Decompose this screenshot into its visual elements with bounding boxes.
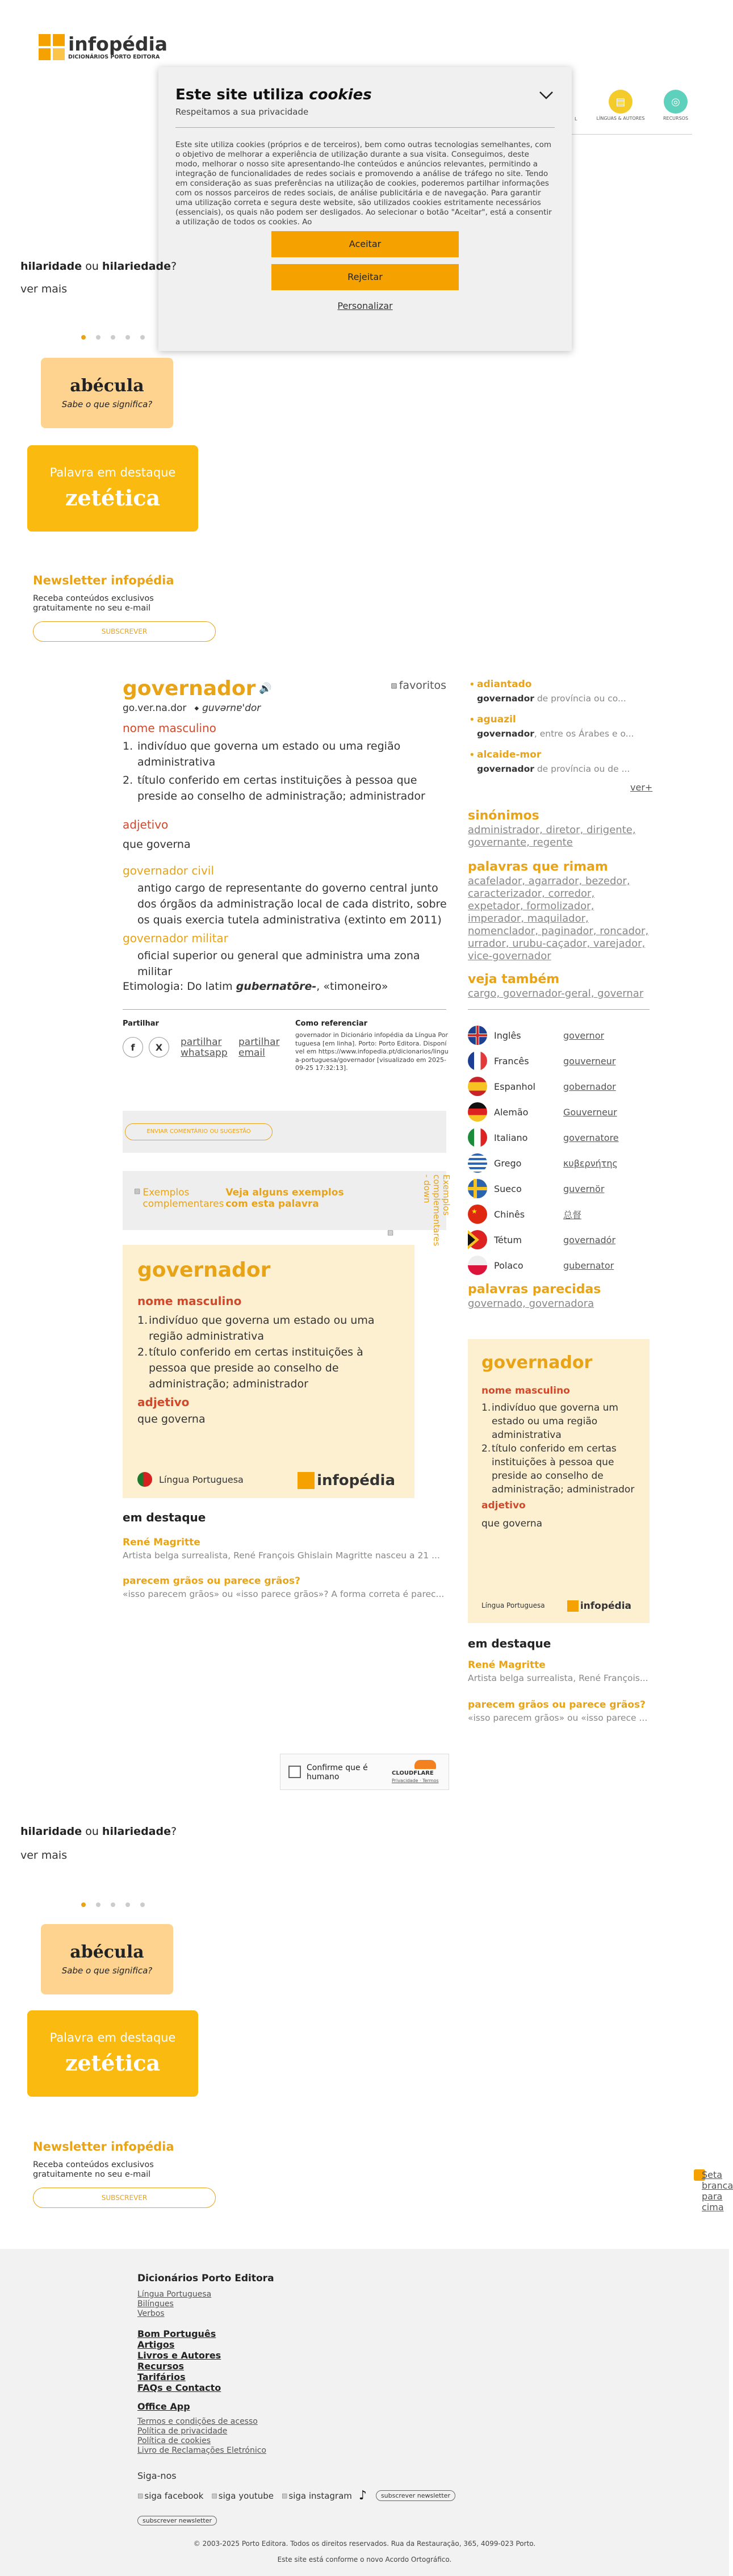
carousel-dot[interactable] <box>111 1902 115 1907</box>
translation-row[interactable]: Inglês governor <box>468 1026 706 1045</box>
logo[interactable] <box>39 34 167 60</box>
side-definition-card: governador nome masculino 1. indivíduo que governa um estado ou uma região administrativa 2. título conferido em certas instituições à pessoa que preside ao conselho de administração; administrador adjetivo que governa Língua Portuguesa infopédia <box>468 1339 650 1623</box>
share-icons <box>123 1036 280 1059</box>
instagram-icon: ▨ <box>281 2492 288 2499</box>
word-highlight-label: Palavra em destaque <box>49 466 176 479</box>
facebook-icon: ▨ <box>137 2492 144 2499</box>
cloudflare-icon <box>414 1760 436 1769</box>
books-icon: ▤ <box>609 90 633 114</box>
newsletter-subscribe-button[interactable]: SUBSCREVER <box>33 621 216 642</box>
cookie-title: Este site utiliza cookies <box>175 86 372 103</box>
nav-item-linguas[interactable] <box>595 90 646 121</box>
see-also-links[interactable]: cargo, governador-geral, governar <box>468 988 644 1000</box>
office-app-link[interactable]: Office App <box>137 2401 190 2412</box>
side-card-adj: que governa <box>481 1518 543 1529</box>
card-brand-icon <box>298 1472 315 1489</box>
follow-label: Siga-nos <box>137 2470 177 2481</box>
expand-icon[interactable]: ▨ <box>387 1228 394 1236</box>
side-card-footer: Língua Portuguesa <box>481 1601 545 1609</box>
entry-phrase-civil-def: antigo cargo de representante do governo central junto dos órgãos da administração local de cada distrito, sobre os quais exercia tutela administrativa (extinto em 2011) <box>137 882 447 926</box>
footer-link[interactable]: Política de privacidade <box>137 2427 228 2436</box>
card-def: título conferido em certas instituições à pessoa que preside ao conselho de administração; administrador <box>149 1346 363 1390</box>
side-card-word: governador <box>481 1353 593 1373</box>
entry-pos-2: adjetivo <box>123 818 169 831</box>
cite-text: governador in Dicionário infopédia da Língua Portuguesa [em linha]. Porto: Porto Editora. Disponível em https://www.infopedia.pt/dicionarios/lingua-portuguesa/governador [visualizado em 2025-09-25 17:32:13]. <box>295 1031 449 1072</box>
youtube-link[interactable]: ▨ siga youtube <box>211 2490 274 2501</box>
subscribe-newsletter-button[interactable]: subscrever newsletter <box>376 2490 455 2501</box>
examples-icon: ▨ <box>134 1187 141 1195</box>
side-highlight-item[interactable] <box>468 1659 655 1683</box>
word-highlight-card-2[interactable] <box>27 2010 198 2097</box>
footer-link[interactable]: FAQs e Contacto <box>137 2382 221 2393</box>
translation-row[interactable]: Alemão Gouverneur <box>468 1102 706 1122</box>
translation-row[interactable]: Espanhol gobernador <box>468 1077 706 1096</box>
carousel-dot[interactable] <box>140 335 145 340</box>
suggest-panel <box>123 1111 446 1153</box>
footer-link[interactable]: Verbos <box>137 2309 165 2318</box>
definition: título conferido em certas instituições à pessoa que preside ao conselho de administração; administrador <box>137 774 425 802</box>
newsletter-box <box>33 574 220 642</box>
nav-item-label: RECURSOS <box>663 116 689 121</box>
entry-phrase-militar: governador militar <box>123 931 228 945</box>
footer-link[interactable]: Tarifários <box>137 2372 186 2382</box>
synonyms-title: sinónimos <box>468 809 539 823</box>
poland-flag-icon <box>468 1256 487 1275</box>
suggest-button[interactable]: ENVIAR COMENTÁRIO OU SUGESTÃO <box>125 1123 273 1140</box>
translation-row[interactable]: ★ Chinês 总督 <box>468 1205 706 1224</box>
italy-flag-icon <box>468 1128 487 1147</box>
abecula-sub: Sabe o que significa? <box>61 399 153 409</box>
related-list <box>469 679 651 774</box>
youtube-icon: ▨ <box>211 2492 217 2499</box>
highlight-text: «isso parecem grãos» ou «isso parece grãos»? A forma correta é parec... <box>123 1589 445 1599</box>
cookie-text: Este site utiliza cookies (próprios e de terceiros), bem como outras tecnologias semelhantes, com o objetivo de melhorar a experiência de utilização durante a sua visita. Conseguimos, deste modo, melhorar o nosso site apresentando-lhe conteúdos e anúncios relevantes, permitindo a integração de funcionalidades de redes sociais e promovendo a análise de tráfego no site. Tendo em consideração as suas preferências na utilização de cookies, poderemos partilhar informações com os nossos parceiros de redes sociais, de análise publicitária e de navegação. Para garantir uma utilização correta e segura deste website, são utilizados cookies estritamente necessários (essenciais), os quais não podem ser desligados. Ao selecionar o botão "Aceitar", está a consentir a utilização de todos os cookies. Ao <box>175 140 552 227</box>
logo-tagline: DICIONÁRIOS PORTO EDITORA <box>68 53 160 60</box>
resources-icon: ◎ <box>664 90 688 114</box>
highlight-title: René Magritte <box>468 1659 546 1671</box>
scroll-top-label: Seta branca para cima <box>702 2169 733 2213</box>
carousel-dot[interactable] <box>96 335 100 340</box>
footer <box>0 2249 729 2576</box>
highlight-title: René Magritte <box>123 1537 200 1548</box>
footer-title: Dicionários Porto Editora <box>137 2273 274 2284</box>
entry-defs-1: 1. indivíduo que governa um estado ou uma região administrativa 2. título conferido em certas instituições à pessoa que preside ao conselho de administração; administrador <box>123 738 446 804</box>
carousel-dot[interactable] <box>81 335 86 340</box>
similar-links[interactable]: governado, governadora <box>468 1298 594 1310</box>
agreement: Este site está conforme o novo Acordo Ortográfico. <box>277 2556 452 2564</box>
newsletter-title: Newsletter infopédia <box>33 574 174 587</box>
whatsapp-share[interactable]: partilhar whatsapp <box>181 1036 228 1059</box>
france-flag-icon <box>468 1051 487 1070</box>
carousel-dot[interactable] <box>81 1902 86 1907</box>
footer-link[interactable]: Artigos <box>137 2339 175 2350</box>
newsletter-title: Newsletter infopédia <box>33 2140 174 2153</box>
carousel-dot[interactable] <box>125 335 130 340</box>
footer-link[interactable]: Língua Portuguesa <box>137 2290 212 2299</box>
personalize-link[interactable]: Personalizar <box>337 300 393 311</box>
related-item[interactable]: • adiantado governador de província ou co... <box>469 679 626 704</box>
carousel-dot[interactable] <box>111 335 115 340</box>
abecula-title: abécula <box>70 376 144 396</box>
social-links <box>137 2489 455 2503</box>
carousel-dots[interactable] <box>81 331 155 342</box>
newsletter-text: Receba conteúdos exclusivos gratuitamente no seu e-mail <box>33 594 154 613</box>
newsletter-box-2 <box>33 2140 220 2208</box>
footer-link[interactable]: Termos e condições de acesso <box>137 2417 258 2426</box>
sweden-flag-icon <box>468 1179 487 1198</box>
card-word: governador <box>137 1258 271 1282</box>
side-card-brand: infopédia <box>580 1600 631 1612</box>
logo-name: infopédia <box>68 32 168 55</box>
carousel-dot[interactable] <box>96 1902 100 1907</box>
side-card-brand-icon <box>567 1600 579 1612</box>
related-item[interactable]: • aguazil governador, entre os Árabes e o... <box>469 714 634 739</box>
definition: indivíduo que governa um estado ou uma região administrativa <box>137 740 401 768</box>
nav-item-recursos[interactable] <box>653 90 698 121</box>
highlights-title: em destaque <box>123 1511 206 1524</box>
carousel-dot[interactable] <box>125 1902 130 1907</box>
share-label: Partilhar <box>123 1019 159 1028</box>
cookie-divider <box>175 127 555 128</box>
carousel-dot[interactable] <box>140 1902 145 1907</box>
translation-row[interactable]: Tétum governadór <box>468 1230 706 1249</box>
footer-link[interactable]: Recursos <box>137 2361 184 2372</box>
footer-group-2 <box>137 2328 221 2393</box>
footer-link[interactable]: Livro de Reclamações Eletrónico <box>137 2446 266 2455</box>
footer-group-1 <box>137 2290 211 2319</box>
card-footer: Língua Portuguesa <box>159 1474 244 1485</box>
teaser-more-link[interactable]: ver mais <box>20 283 68 295</box>
see-also-title: veja também <box>468 972 560 986</box>
word-highlight-label: Palavra em destaque <box>49 2031 176 2044</box>
newsletter-text: Receba conteúdos exclusivos gratuitamente no seu e-mail <box>33 2160 154 2179</box>
portugal-flag-icon <box>137 1472 152 1487</box>
related-item[interactable]: • alcaide-mor governador de província ou de ... <box>469 749 630 774</box>
teaser-more-link-2[interactable]: ver mais <box>20 1849 68 1862</box>
highlight-text: Artista belga surrealista, René François... <box>468 1673 648 1683</box>
translation-row[interactable]: Italiano governatore <box>468 1128 706 1147</box>
nav-partial-label: L <box>575 116 577 122</box>
newsletter-subscribe-button[interactable]: SUBSCREVER <box>33 2188 216 2208</box>
card-pos-1: nome masculino <box>137 1294 242 1308</box>
rhymes-title: palavras que rimam <box>468 860 608 874</box>
footer-group-3 <box>137 2417 266 2456</box>
email-share[interactable]: partilhar email <box>238 1036 280 1059</box>
captcha-links[interactable]: Privacidade · Termos <box>392 1778 439 1783</box>
abecula-card-2[interactable] <box>41 1924 173 1994</box>
abecula-card[interactable] <box>41 358 173 428</box>
sidebar-divider <box>468 1009 650 1010</box>
chevron-down-icon[interactable] <box>538 90 555 101</box>
copyright: © 2003-2025 Porto Editora. Todos os direitos reservados. Rua da Restauração, 365, 4099-023 Porto. <box>193 2540 536 2548</box>
side-card-def: indivíduo que governa um estado ou uma região administrativa <box>492 1402 618 1441</box>
translation-row[interactable]: Francês gouverneur <box>468 1051 706 1070</box>
subscribe-newsletter-button-2[interactable]: subscrever newsletter <box>137 2516 217 2525</box>
instagram-link[interactable]: ▨ siga instagram <box>281 2490 352 2501</box>
highlight-item[interactable] <box>123 1537 446 1561</box>
abecula-title: abécula <box>70 1942 144 1962</box>
abecula-sub: Sabe o que significa? <box>61 1966 153 1976</box>
reject-button[interactable]: Rejeitar <box>271 264 459 290</box>
similar-title: palavras parecidas <box>468 1282 601 1297</box>
favorites-icon: ▨ <box>391 681 397 689</box>
etymology: Etimologia: Do latim gubernatōre-, «timoneiro» <box>123 980 388 993</box>
accept-button[interactable]: Aceitar <box>271 231 459 257</box>
examples-alt: Exemplos complementares <box>143 1187 224 1210</box>
entry-adj: que governa <box>123 838 191 851</box>
word-highlight-card[interactable] <box>27 445 198 532</box>
entry-phrase-militar-def: oficial superior ou general que administra uma zona militar <box>137 950 420 978</box>
captcha-brand: CLOUDFLARE <box>392 1770 434 1776</box>
entry-word: governador <box>123 677 256 700</box>
side-highlight-item[interactable] <box>468 1699 655 1723</box>
examples-panel[interactable] <box>123 1171 451 1247</box>
side-card-def: título conferido em certas instituições à pessoa que preside ao conselho de administração; administrador <box>492 1443 635 1495</box>
footer-link[interactable]: Bilíngues <box>137 2299 174 2309</box>
entry-divider <box>123 1009 446 1010</box>
highlight-text: «isso parecem grãos» ou «isso parece ... <box>468 1713 648 1723</box>
card-adj: que governa <box>137 1413 206 1425</box>
translation-row[interactable]: Polaco gubernator <box>468 1256 706 1275</box>
captcha-label: Confirme que é humano <box>307 1763 368 1782</box>
facebook-link[interactable]: ▨ siga facebook <box>137 2490 204 2501</box>
timor-flag-icon <box>468 1230 487 1249</box>
highlight-text: Artista belga surrealista, René François Ghislain Magritte nasceu a 21 ... <box>123 1550 440 1561</box>
word-highlight-word: zetética <box>65 485 161 511</box>
entry-header <box>123 677 446 714</box>
entry-pos-1: nome masculino <box>123 721 216 735</box>
rhymes-links[interactable]: acafelador, agarrador, bezedor, caracterizador, corredor, expetador, formolizador, imperador, maquilador, nomenclador, paginador, roncador, urrador, urubu-caçador, varejador, vice-governador <box>468 875 649 962</box>
china-flag-icon: ★ <box>468 1205 487 1224</box>
definition-card: governador nome masculino 1. indivíduo que governa um estado ou uma região administrativa 2. título conferido em certas instituições à pessoa que preside ao conselho de administração; administrador adjetivo que governa Língua Portuguesa infopédia <box>123 1245 414 1498</box>
card-def: indivíduo que governa um estado ou uma região administrativa <box>149 1314 375 1343</box>
uk-flag-icon <box>468 1026 487 1045</box>
see-more-link[interactable]: ver+ <box>630 782 653 793</box>
facebook-icon[interactable]: f <box>123 1037 143 1057</box>
cookie-dialog <box>158 67 572 351</box>
translation-row[interactable]: Grego κυβερνήτης <box>468 1153 706 1173</box>
translation-row[interactable]: Sueco guvernör <box>468 1179 706 1198</box>
speaker-icon[interactable]: ◆ <box>194 705 199 712</box>
highlight-title: parecem grãos ou parece grãos? <box>123 1575 300 1587</box>
logo-icon <box>39 34 65 60</box>
x-icon[interactable]: X <box>149 1037 169 1057</box>
side-highlights-title: em destaque <box>468 1637 551 1650</box>
teaser-question[interactable]: hilaridade ou hilariedade? <box>20 260 177 273</box>
word-highlight-word: zetética <box>65 2050 161 2076</box>
captcha-checkbox[interactable] <box>288 1766 301 1778</box>
card-brand: infopédia <box>317 1472 395 1489</box>
entry-phrase-civil: governador civil <box>123 864 214 877</box>
synonyms-links[interactable]: administrador, diretor, dirigente, governante, regente <box>468 824 636 848</box>
side-card-pos-2: adjetivo <box>481 1500 526 1511</box>
highlight-item[interactable] <box>123 1575 446 1599</box>
tiktok-icon[interactable]: ♪ <box>358 2489 367 2503</box>
audio-icon[interactable]: 🔊 <box>259 683 272 695</box>
captcha-widget <box>280 1754 449 1790</box>
footer-link[interactable]: Livros e Autores <box>137 2350 221 2361</box>
examples-vertical-label: Exemplos complementares - down <box>422 1174 451 1247</box>
card-pos-2: adjetivo <box>137 1395 190 1409</box>
greece-flag-icon <box>468 1153 487 1173</box>
examples-see: Veja alguns exemplos com esta palavra <box>225 1187 344 1210</box>
scroll-top-button[interactable] <box>694 2169 733 2219</box>
favorites-button[interactable]: ▨ favoritos <box>391 679 446 692</box>
carousel-dots-2[interactable] <box>81 1898 155 1910</box>
footer-link[interactable]: Política de cookies <box>137 2436 211 2445</box>
footer-link[interactable]: Bom Português <box>137 2328 216 2339</box>
cookie-subtitle: Respeitamos a sua privacidade <box>175 107 309 117</box>
cite-label: Como referenciar <box>295 1019 368 1028</box>
side-card-pos-1: nome masculino <box>481 1385 570 1396</box>
syllables: go.ver.na.dor <box>123 702 187 714</box>
highlight-title: parecem grãos ou parece grãos? <box>468 1699 646 1711</box>
germany-flag-icon <box>468 1102 487 1122</box>
spain-flag-icon <box>468 1077 487 1096</box>
teaser-question-2[interactable]: hilaridade ou hilariedade? <box>20 1825 177 1838</box>
pronunciation: guvərnɐ'dor <box>202 702 261 714</box>
nav-item-label: LÍNGUAS & AUTORES <box>596 116 645 121</box>
